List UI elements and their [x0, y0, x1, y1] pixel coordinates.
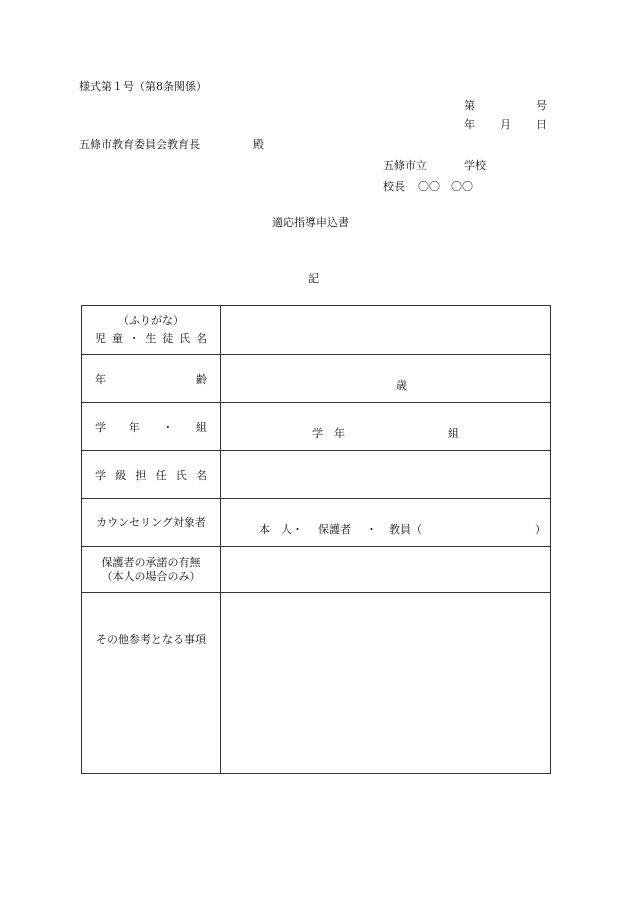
label-char: 児: [95, 332, 106, 345]
doc-number-dai: 第: [464, 99, 475, 112]
label-char: 組: [195, 421, 207, 434]
homeroom-teacher-label: [82, 451, 221, 499]
student-name-title: [95, 330, 207, 346]
label-char: 童: [111, 332, 123, 345]
row-other-notes: [82, 592, 550, 774]
counseling-target-label: [82, 499, 221, 547]
school-prefix: 五條市立: [383, 159, 427, 172]
row-age: [82, 354, 550, 403]
counseling-option-self[interactable]: 本 人・: [259, 523, 303, 536]
ki-marker: 記: [308, 272, 319, 285]
counseling-option-teacher[interactable]: 教員（: [389, 523, 422, 536]
date-nen: 年: [464, 118, 475, 131]
label-char: 担: [135, 469, 147, 482]
principal-label: 校長: [383, 180, 405, 193]
other-notes-title: その他参考となる事項: [96, 633, 206, 646]
counseling-target-field[interactable]: [221, 499, 550, 547]
doc-number-go: 号: [536, 99, 547, 112]
page-title: 適応指導申込書: [272, 216, 349, 229]
label-char: 学: [95, 469, 106, 482]
grade-class-title: [95, 419, 207, 435]
application-form-table: [81, 305, 551, 774]
label-char: 徒: [162, 332, 174, 345]
grade-nen-label: 学 年: [312, 427, 345, 440]
grade-class-field[interactable]: [221, 403, 550, 451]
label-char: 名: [195, 332, 207, 345]
form-number: 様式第１号（第8条関係）: [79, 80, 207, 93]
row-student-name: [82, 306, 550, 354]
row-grade-class: [82, 402, 550, 451]
age-title: [95, 371, 207, 387]
date-tsuki: 月: [500, 118, 511, 131]
label-char: 氏: [179, 332, 191, 345]
guardian-consent-field[interactable]: [221, 547, 550, 593]
other-notes-label: [82, 593, 221, 774]
counseling-separator: ・: [366, 523, 377, 536]
label-char: 学: [95, 421, 106, 434]
guardian-consent-note: （本人の場合のみ）: [101, 570, 201, 583]
guardian-consent-title: 保護者の承諾の有無: [101, 556, 201, 569]
row-guardian-consent: [82, 546, 550, 593]
label-char: ・: [162, 421, 174, 434]
label-char: ・: [128, 332, 140, 345]
student-name-field[interactable]: [221, 306, 550, 354]
age-field[interactable]: [221, 355, 550, 403]
counseling-target-title: カウンセリング対象者: [96, 516, 206, 529]
school-suffix: 学校: [464, 159, 486, 172]
addressee: 五條市教育委員会教育長: [79, 138, 200, 151]
other-notes-field[interactable]: [221, 593, 550, 774]
principal-name: 〇〇 〇〇: [418, 180, 473, 193]
label-char: 年: [128, 421, 140, 434]
row-counseling-target: [82, 498, 550, 547]
row-homeroom-teacher: [82, 450, 550, 499]
label-char: 級: [115, 469, 127, 482]
homeroom-teacher-title: [95, 467, 207, 483]
label-char: 氏: [175, 469, 187, 482]
age-unit: 歳: [396, 379, 407, 392]
label-char: 名: [195, 469, 207, 482]
label-char: 年: [95, 373, 106, 386]
grade-class-label: [82, 403, 221, 451]
date-hi: 日: [536, 118, 547, 131]
addressee-honorific: 殿: [253, 138, 264, 151]
counseling-close-paren: ）: [535, 523, 546, 536]
student-name-label: [82, 306, 221, 354]
guardian-consent-label: [82, 547, 221, 593]
age-label: [82, 355, 221, 403]
counseling-option-guardian[interactable]: 保護者: [318, 523, 351, 536]
label-char: 齢: [196, 373, 207, 386]
label-char: 生: [145, 332, 157, 345]
homeroom-teacher-field[interactable]: [221, 451, 550, 499]
furigana-label: （ふりがな）: [118, 314, 184, 327]
grade-kumi-label: 組: [448, 427, 459, 440]
label-char: 任: [155, 469, 167, 482]
